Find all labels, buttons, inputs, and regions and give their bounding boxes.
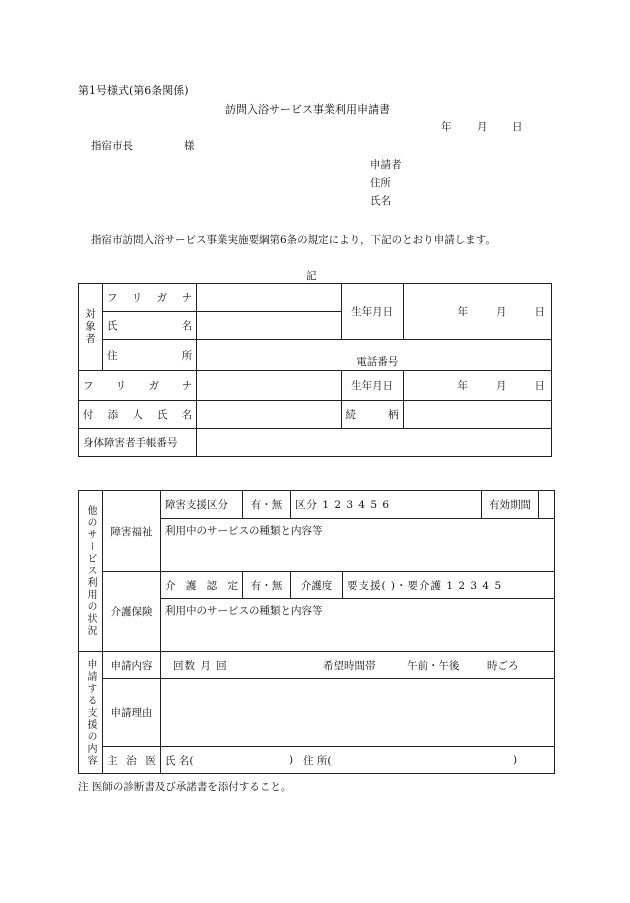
request-contents-field[interactable] [161,652,555,679]
am-pm-options[interactable]: 午前・午後 [407,659,460,672]
other-services-vertical-label: 他のサービス利用の状況 [79,491,103,652]
doctor-label: 主治医 [103,747,161,774]
category-options[interactable]: 区分 1 2 3 4 5 6 [295,499,391,511]
applicant-name-label: 氏名 [370,195,391,207]
dob-year: 年 [457,306,468,318]
dob-field[interactable] [403,284,551,340]
support-category-field[interactable] [291,491,555,519]
name-label: 氏名 [103,312,197,340]
furigana-label: フリガナ [103,284,197,312]
request-reason-label: 申請理由 [103,679,161,747]
count-per-month: 回数 月 回 [173,659,228,672]
application-statement: 指宿市訪問入浴サービス事業実施要綱第6条の規定により，下記のとおり申請します。 [91,234,496,246]
companion-furigana-field[interactable] [197,371,341,401]
subject-table [78,283,552,457]
care-level-label: 介護度 [291,572,343,599]
support-category-label: 障害支援区分 [161,491,243,519]
applicant-address-label: 住所 [370,177,391,189]
care-certification-label: 介護認定 [161,572,243,599]
doctor-name-open: 氏 名( [165,754,194,767]
care-yes-no[interactable]: 有・無 [243,572,291,599]
address-label: 住所 [103,340,197,371]
companion-dob-label: 生年月日 [341,371,403,401]
companion-name-field[interactable] [197,401,341,429]
form-number: 第1号様式(第6条関係) [78,84,189,97]
companion-dob-day: 日 [534,380,545,392]
relation-field[interactable] [403,401,551,429]
dob-label: 生年月日 [341,284,403,340]
time-about-label: 時ごろ [487,659,519,672]
doctor-address-close: ) [513,754,518,766]
companion-name-label: 付添人氏名 [79,401,197,429]
request-reason-field[interactable] [161,679,555,747]
ki-label: 記 [306,270,317,282]
date-month-label: 月 [477,121,488,133]
date-day-label: 日 [512,121,523,133]
date-year-label: 年 [441,121,452,133]
welfare-services-field[interactable] [161,519,555,572]
footer-note: 注 医師の診断書及び承諾書を添付すること。 [78,781,292,793]
relation-label: 続柄 [341,401,403,429]
request-contents-label: 申請内容 [103,652,161,679]
desired-time-label: 希望時間帯 [323,659,376,672]
valid-period-label: 有効期間 [481,491,539,518]
valid-period-field[interactable] [539,491,554,518]
doctor-name-close: ) [289,754,294,766]
welfare-label: 障害福祉 [103,491,161,572]
companion-dob-field[interactable] [403,371,551,401]
care-services-field[interactable] [161,599,555,652]
addressee: 指宿市長 [91,140,133,152]
phone-label: 電話番号 [356,356,399,368]
address-field[interactable] [197,340,552,371]
furigana-field[interactable] [197,284,341,312]
service-table [78,490,555,774]
request-vertical-label: 申請する支援の内容 [79,652,103,774]
care-level-options[interactable]: 要支援( )・要介護 1 2 3 4 5 [343,572,555,599]
form-title: 訪問入浴サービス事業利用申請書 [225,103,390,116]
companion-dob-year: 年 [457,380,468,392]
care-insurance-label: 介護保険 [103,572,161,652]
dob-month: 月 [496,306,507,318]
dob-day: 日 [534,306,545,318]
welfare-yes-no[interactable]: 有・無 [243,491,291,519]
companion-dob-month: 月 [496,380,507,392]
care-services-label: 利用中のサービスの種類と内容等 [165,605,323,617]
applicant-label: 申請者 [370,159,402,171]
disability-book-field[interactable] [197,429,552,457]
addressee-honorific: 様 [184,140,195,152]
name-field[interactable] [197,312,341,340]
companion-furigana-label: フリガナ [79,371,197,401]
doctor-address-open: 住 所( [303,754,332,767]
subject-vertical-label: 対象者 [79,284,103,371]
welfare-services-label: 利用中のサービスの種類と内容等 [165,525,323,537]
disability-book-label: 身体障害者手帳番号 [79,429,197,457]
doctor-field[interactable] [161,747,555,774]
